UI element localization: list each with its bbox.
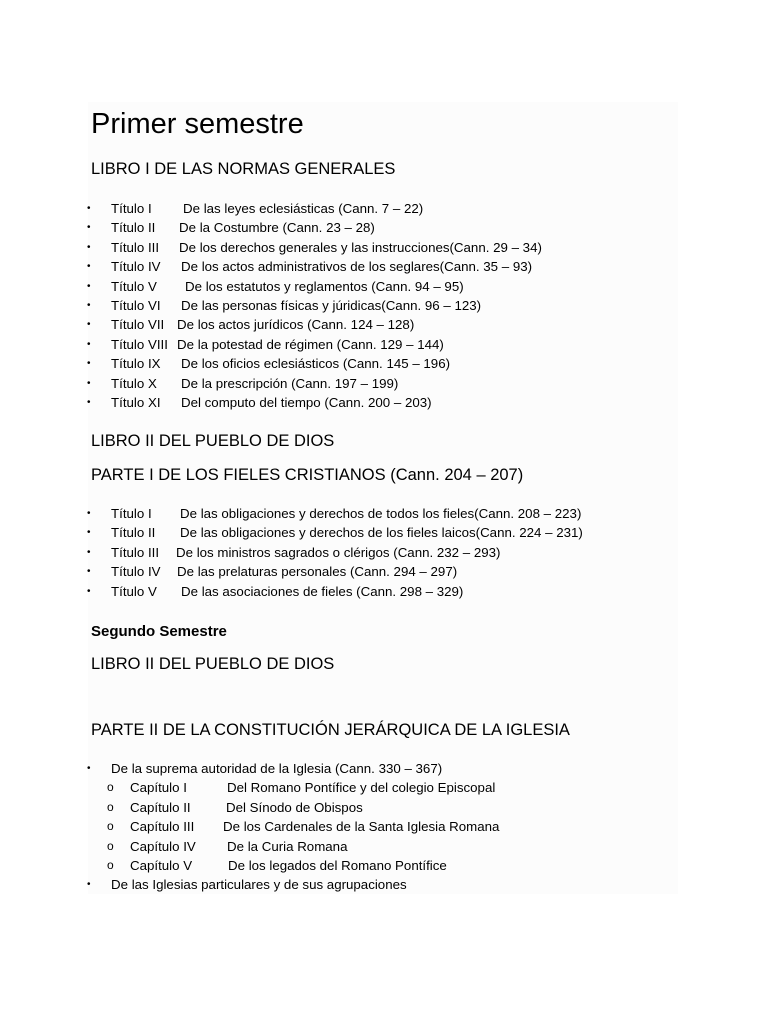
titulo-label: Título VIII <box>111 336 168 352</box>
capitulo-desc: De los Cardenales de la Santa Iglesia Romana <box>223 819 500 835</box>
bullet-icon: • <box>87 396 91 408</box>
titulo-desc: De los actos administrativos de los seglares(Cann. 35 – 93) <box>181 259 533 275</box>
titulo-label: Título IV <box>111 564 161 580</box>
titulo-desc: De las prelaturas personales (Cann. 294 – 297) <box>177 564 458 580</box>
titulo-label: Título I <box>111 506 152 521</box>
parte2-heading: PARTE II DE LA CONSTITUCIÓN JERÁRQUICA DE LA IGLESIA <box>91 721 570 739</box>
list-item-text: De la suprema autoridad de la Iglesia (Cann. 330 – 367) <box>111 761 443 776</box>
bullet-icon: • <box>87 261 91 273</box>
titulo-label: Título I <box>111 201 152 216</box>
parte1-heading: PARTE I DE LOS FIELES CRISTIANOS (Cann. 204 – 207) <box>91 466 524 484</box>
titulo-desc: De los actos jurídicos (Cann. 124 – 128) <box>177 317 415 333</box>
bullet-icon: • <box>87 280 91 292</box>
libro2-heading: LIBRO II DEL PUEBLO DE DIOS <box>91 432 335 450</box>
bullet-icon: • <box>87 338 91 350</box>
capitulo-label: Capítulo II <box>130 799 191 815</box>
circle-bullet-icon: o <box>107 857 114 872</box>
capitulo-label: Capítulo III <box>130 819 195 835</box>
titulo-label: Título II <box>111 220 156 236</box>
bullet-icon: • <box>87 585 91 597</box>
titulo-label: Título X <box>111 375 157 391</box>
capitulo-desc: De la Curia Romana <box>227 838 348 854</box>
circle-bullet-icon: o <box>107 819 114 834</box>
bullet-icon: • <box>87 527 91 539</box>
titulo-desc: De la Costumbre (Cann. 23 – 28) <box>179 220 375 236</box>
bullet-icon: • <box>87 299 91 311</box>
capitulo-label: Capítulo I <box>130 780 187 796</box>
circle-bullet-icon: o <box>107 780 114 795</box>
bullet-icon: • <box>87 879 91 891</box>
bullet-icon: • <box>87 546 91 558</box>
libro1-heading: LIBRO I DE LAS NORMAS GENERALES <box>91 160 396 178</box>
titulo-label: Título II <box>111 525 156 541</box>
capitulo-label: Capítulo V <box>130 857 193 873</box>
titulo-desc: De la prescripción (Cann. 197 – 199) <box>181 375 399 391</box>
list-item-text: De las Iglesias particulares y de sus agrupaciones <box>111 877 407 893</box>
titulo-desc: De las asociaciones de fieles (Cann. 298 – 329) <box>181 583 464 599</box>
titulo-label: Título V <box>111 278 157 294</box>
capitulo-label: Capítulo IV <box>130 838 196 854</box>
bullet-icon: • <box>87 203 91 214</box>
bullet-icon: • <box>87 241 91 253</box>
titulo-label: Título VI <box>111 297 161 313</box>
capitulo-desc: De los legados del Romano Pontífice <box>228 857 447 873</box>
titulo-desc: Del computo del tiempo (Cann. 200 – 203) <box>181 394 432 410</box>
segundo-libro-heading: LIBRO II DEL PUEBLO DE DIOS <box>91 655 335 673</box>
bullet-icon: • <box>87 508 91 519</box>
titulo-desc: De los derechos generales y las instrucciones(Cann. 29 – 34) <box>179 239 542 255</box>
bullet-icon: • <box>87 222 91 234</box>
titulo-desc: De los oficios eclesiásticos (Cann. 145 – 196) <box>181 356 451 372</box>
titulo-label: Título IX <box>111 356 161 372</box>
bullet-icon: • <box>87 377 91 389</box>
titulo-desc: De la potestad de régimen (Cann. 129 – 144) <box>177 336 444 352</box>
titulo-label: Título V <box>111 583 157 599</box>
titulo-label: Título VII <box>111 317 165 333</box>
titulo-desc: De las personas físicas y júridicas(Cann. 96 – 123) <box>181 297 482 313</box>
page-title: Primer semestre <box>91 108 304 140</box>
bullet-icon: • <box>87 319 91 331</box>
titulo-desc: De los estatutos y reglamentos (Cann. 94 – 95) <box>185 278 464 294</box>
segundo-semestre-heading: Segundo Semestre <box>91 623 227 640</box>
circle-bullet-icon: o <box>107 799 114 814</box>
bullet-icon: • <box>87 763 91 774</box>
titulo-desc: De las leyes eclesiásticas (Cann. 7 – 22) <box>183 201 424 216</box>
capitulo-desc: Del Sínodo de Obispos <box>226 799 363 815</box>
titulo-desc: De los ministros sagrados o clérigos (Cann. 232 – 293) <box>176 544 501 560</box>
titulo-desc: De las obligaciones y derechos de todos los fieles(Cann. 208 – 223) <box>180 506 582 521</box>
titulo-label: Título IV <box>111 259 161 275</box>
bullet-icon: • <box>87 358 91 370</box>
titulo-label: Título III <box>111 544 160 560</box>
titulo-desc: De las obligaciones y derechos de los fieles laicos(Cann. 224 – 231) <box>180 525 583 541</box>
capitulo-desc: Del Romano Pontífice y del colegio Episcopal <box>227 780 496 796</box>
titulo-label: Título XI <box>111 394 161 410</box>
circle-bullet-icon: o <box>107 838 114 853</box>
bullet-icon: • <box>87 566 91 578</box>
titulo-label: Título III <box>111 239 160 255</box>
